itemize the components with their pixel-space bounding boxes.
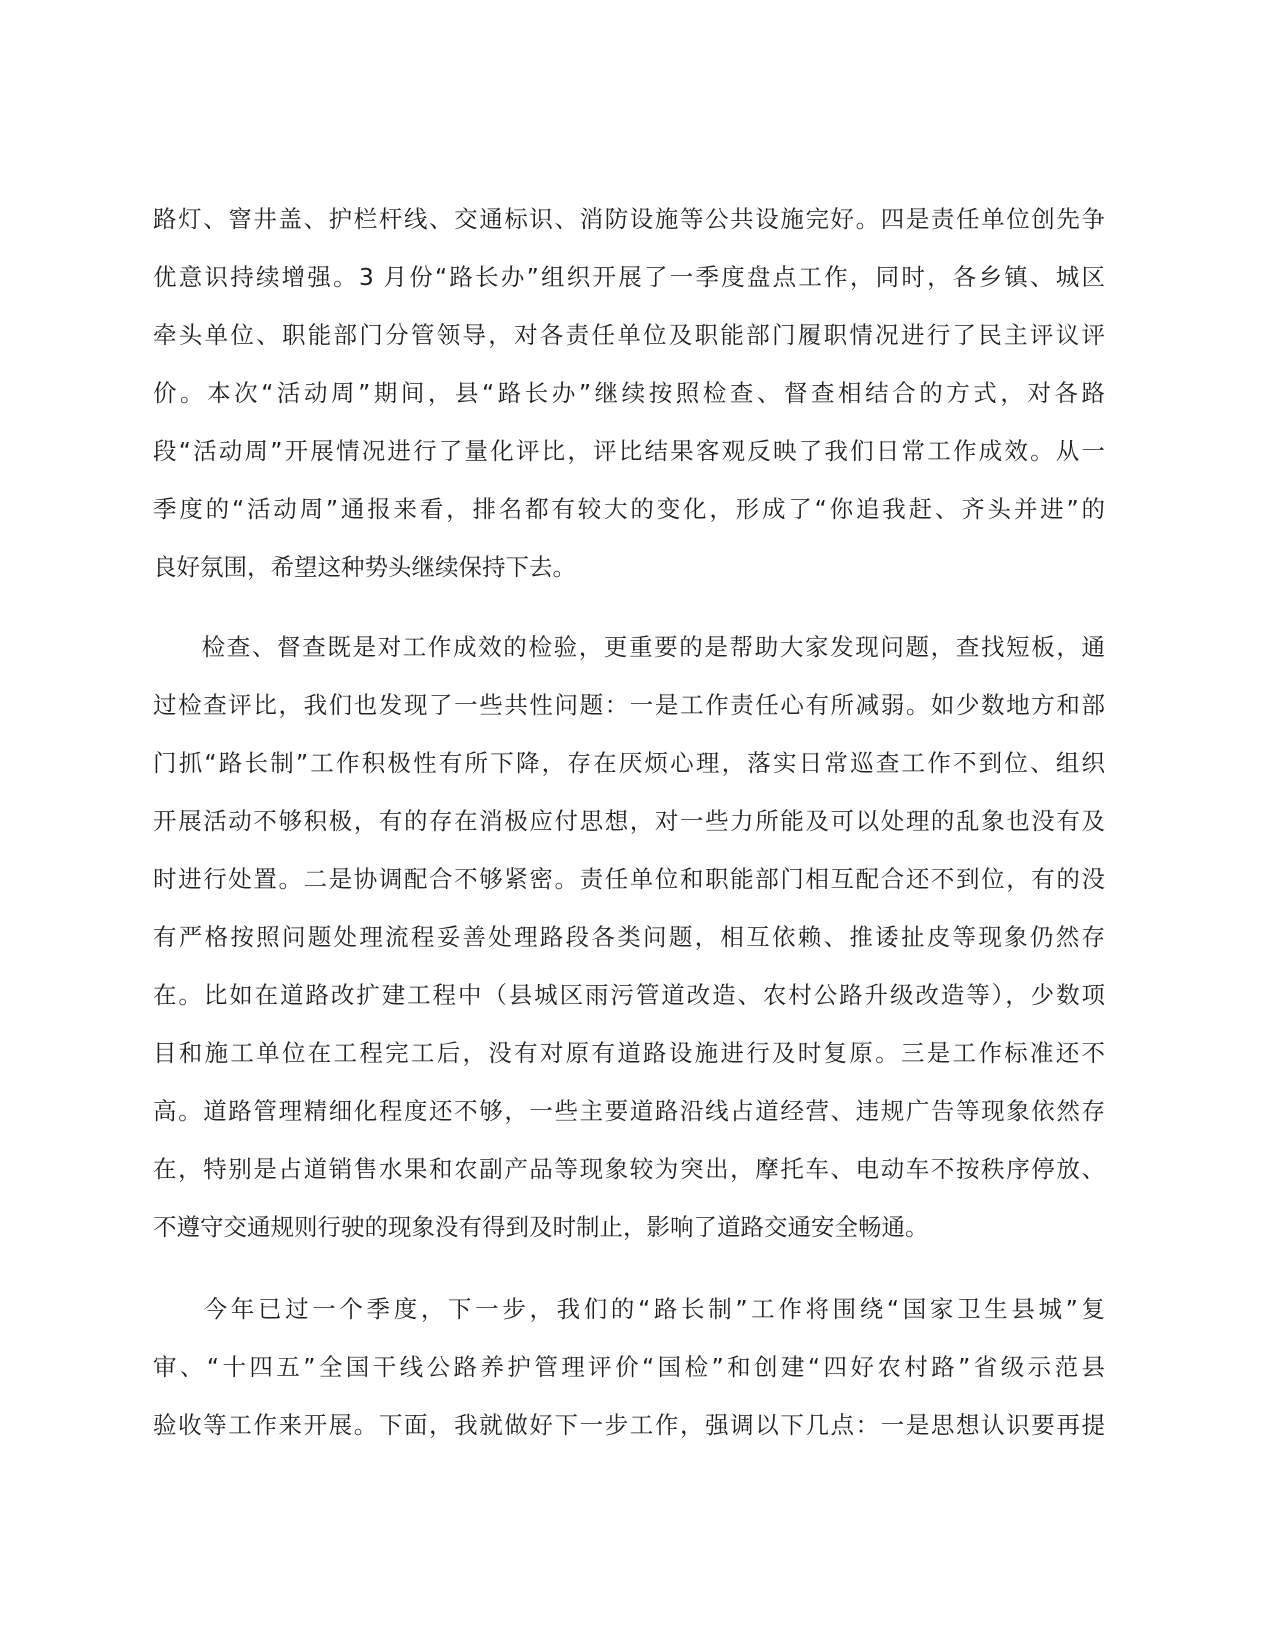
text-line: 路灯、窨井盖、护栏杆线、交通标识、消防设施等公共设施完好。四是责任单位创先争 [153,205,1105,233]
text-line: 验收等工作来开展。下面，我就做好下一步工作，强调以下几点：一是思想认识要再提 [153,1411,1105,1439]
text-line: 牵头单位、职能部门分管领导，对各责任单位及职能部门履职情况进行了民主评议评 [153,321,1105,349]
text-line: 时进行处置。二是协调配合不够紧密。责任单位和职能部门相互配合还不到位，有的没 [153,865,1105,893]
text-line: 高。道路管理精细化程度还不够，一些主要道路沿线占道经营、违规广告等现象依然存 [153,1097,1105,1125]
text-line: 过检查评比，我们也发现了一些共性问题：一是工作责任心有所减弱。如少数地方和部 [153,691,1105,719]
text-line: 季度的“活动周”通报来看，排名都有较大的变化，形成了“你追我赶、齐头并进”的 [153,495,1105,523]
paragraph-1 [153,190,1105,596]
text-line: 门抓“路长制”工作积极性有所下降，存在厌烦心理，落实日常巡查工作不到位、组织 [153,749,1105,777]
text-line: 不遵守交通规则行驶的现象没有得到及时制止，影响了道路交通安全畅通。 [153,1213,929,1241]
text-line-content: 检查、督查既是对工作成效的检验，更重要的是帮助大家发现问题，查找短板，通 [200,633,1105,661]
text-line: 价。本次“活动周”期间，县“路长办”继续按照检查、督查相结合的方式，对各路 [153,379,1105,407]
text-line: 目和施工单位在工程完工后，没有对原有道路设施进行及时复原。三是工作标准还不 [153,1039,1105,1067]
paragraph-2 [153,618,1105,1256]
text-line: 段“活动周”开展情况进行了量化评比，评比结果客观反映了我们日常工作成效。从一 [153,437,1105,465]
paragraph-3 [153,1280,1105,1454]
text-line-content: 今年已过一个季度，下一步，我们的“路长制”工作将围绕“国家卫生县城”复 [200,1295,1105,1323]
text-line: 在。比如在道路改扩建工程中（县城区雨污管道改造、农村公路升级改造等），少数项 [153,981,1105,1009]
text-line-first [153,618,1105,676]
text-line: 审、“十四五”全国干线公路养护管理评价“国检”和创建“四好农村路”省级示范县 [153,1353,1105,1381]
text-line: 在，特别是占道销售水果和农副产品等现象较为突出，摩托车、电动车不按秩序停放、 [153,1155,1105,1183]
text-line: 优意识持续增强。3 月份“路长办”组织开展了一季度盘点工作，同时，各乡镇、城区 [153,263,1105,291]
text-line-first [153,1280,1105,1338]
text-line: 有严格按照问题处理流程妥善处理路段各类问题，相互依赖、推诿扯皮等现象仍然存 [153,923,1105,951]
text-line: 开展活动不够积极，有的存在消极应付思想，对一些力所能及可以处理的乱象也没有及 [153,807,1105,835]
text-line: 良好氛围，希望这种势头继续保持下去。 [153,553,576,581]
